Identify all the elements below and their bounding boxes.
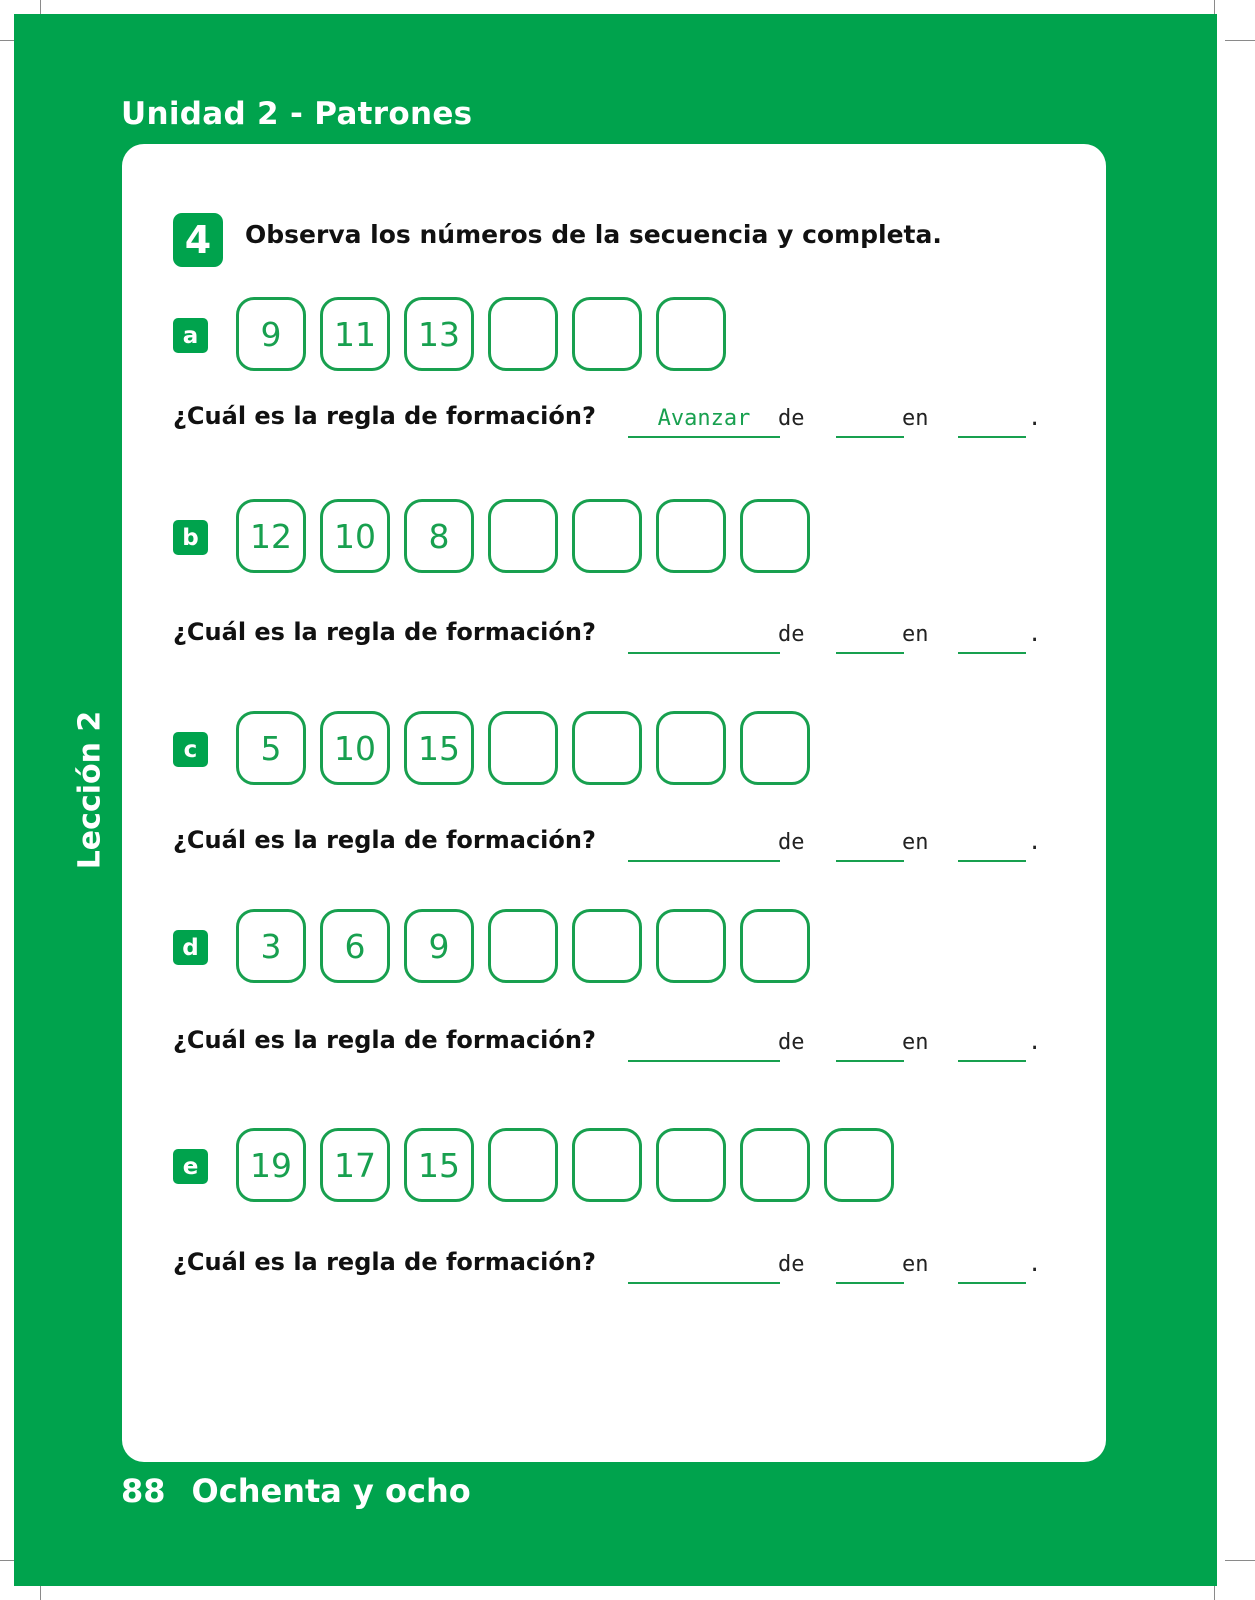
row-letter-e: e (173, 1149, 208, 1184)
sequence-number-box: 9 (404, 909, 474, 983)
sequence-number-box: 8 (404, 499, 474, 573)
rule-unit-blank[interactable] (958, 1248, 1026, 1284)
lesson-label (70, 710, 110, 870)
sequence-empty-box[interactable] (740, 1128, 810, 1202)
exercise-card (122, 144, 1106, 1462)
sequence-empty-box[interactable] (824, 1128, 894, 1202)
sequence-empty-box[interactable] (488, 297, 558, 371)
sequence-empty-box[interactable] (488, 1128, 558, 1202)
sequence-number-box: 6 (320, 909, 390, 983)
rule-action-blank[interactable] (628, 1248, 780, 1284)
end-period: . (1028, 1252, 1042, 1277)
rule-action-blank[interactable] (628, 1026, 780, 1062)
sequence-empty-box[interactable] (488, 909, 558, 983)
sequence-boxes (236, 711, 824, 785)
sequence-empty-box[interactable] (740, 909, 810, 983)
sequence-empty-box[interactable] (656, 1128, 726, 1202)
word-de: de (778, 1030, 805, 1055)
row-letter-c: c (173, 732, 208, 767)
sequence-number-box: 11 (320, 297, 390, 371)
end-period: . (1028, 406, 1042, 431)
word-en: en (902, 830, 929, 855)
rule-action-blank[interactable] (628, 826, 780, 862)
rule-step-blank[interactable] (836, 402, 904, 438)
sequence-number-box: 3 (236, 909, 306, 983)
sequence-number-box: 15 (404, 1128, 474, 1202)
word-de: de (778, 830, 805, 855)
sequence-number-box: 17 (320, 1128, 390, 1202)
word-en: en (902, 622, 929, 647)
sequence-number-box: 10 (320, 499, 390, 573)
rule-step-blank[interactable] (836, 618, 904, 654)
sequence-empty-box[interactable] (572, 499, 642, 573)
lesson-label-text: Lección 2 (72, 710, 108, 870)
sequence-number-box: 19 (236, 1128, 306, 1202)
sequence-empty-box[interactable] (656, 499, 726, 573)
page-number: 88 (121, 1472, 166, 1510)
unit-title: Unidad 2 - Patrones (121, 96, 473, 132)
word-de: de (778, 406, 805, 431)
rule-step-blank[interactable] (836, 826, 904, 862)
sequence-number-box: 5 (236, 711, 306, 785)
rule-question: ¿Cuál es la regla de formación? (173, 618, 596, 646)
task-number-badge: 4 (173, 213, 223, 267)
word-en: en (902, 406, 929, 431)
end-period: . (1028, 1030, 1042, 1055)
sequence-number-box: 9 (236, 297, 306, 371)
rule-question: ¿Cuál es la regla de formación? (173, 826, 596, 854)
word-en: en (902, 1252, 929, 1277)
sequence-boxes (236, 909, 824, 983)
row-letter-a: a (173, 318, 208, 353)
sequence-empty-box[interactable] (572, 1128, 642, 1202)
crop-mark (1225, 1560, 1255, 1561)
rule-unit-blank[interactable] (958, 402, 1026, 438)
sequence-boxes (236, 499, 824, 573)
sequence-number-box: 10 (320, 711, 390, 785)
rule-question: ¿Cuál es la regla de formación? (173, 1248, 596, 1276)
sequence-empty-box[interactable] (572, 297, 642, 371)
word-de: de (778, 622, 805, 647)
sequence-boxes (236, 297, 740, 371)
sequence-boxes (236, 1128, 908, 1202)
page-footer (121, 1472, 471, 1510)
crop-mark (1225, 40, 1255, 41)
rule-action-blank[interactable] (628, 618, 780, 654)
sequence-empty-box[interactable] (656, 909, 726, 983)
rule-unit-blank[interactable] (958, 826, 1026, 862)
end-period: . (1028, 622, 1042, 647)
task-instruction: Observa los números de la secuencia y completa. (245, 220, 942, 249)
sequence-empty-box[interactable] (488, 499, 558, 573)
sequence-empty-box[interactable] (656, 297, 726, 371)
word-en: en (902, 1030, 929, 1055)
sequence-number-box: 12 (236, 499, 306, 573)
end-period: . (1028, 830, 1042, 855)
sequence-empty-box[interactable] (740, 499, 810, 573)
sequence-empty-box[interactable] (488, 711, 558, 785)
row-letter-b: b (173, 520, 208, 555)
rule-question: ¿Cuál es la regla de formación? (173, 1026, 596, 1054)
sequence-empty-box[interactable] (572, 711, 642, 785)
sequence-empty-box[interactable] (572, 909, 642, 983)
page-number-words: Ochenta y ocho (191, 1472, 471, 1510)
sequence-number-box: 13 (404, 297, 474, 371)
sequence-empty-box[interactable] (740, 711, 810, 785)
word-de: de (778, 1252, 805, 1277)
rule-action-blank[interactable]: Avanzar (628, 402, 780, 438)
rule-unit-blank[interactable] (958, 618, 1026, 654)
rule-unit-blank[interactable] (958, 1026, 1026, 1062)
rule-question: ¿Cuál es la regla de formación? (173, 402, 596, 430)
sequence-empty-box[interactable] (656, 711, 726, 785)
sequence-number-box: 15 (404, 711, 474, 785)
rule-step-blank[interactable] (836, 1248, 904, 1284)
row-letter-d: d (173, 930, 208, 965)
rule-step-blank[interactable] (836, 1026, 904, 1062)
